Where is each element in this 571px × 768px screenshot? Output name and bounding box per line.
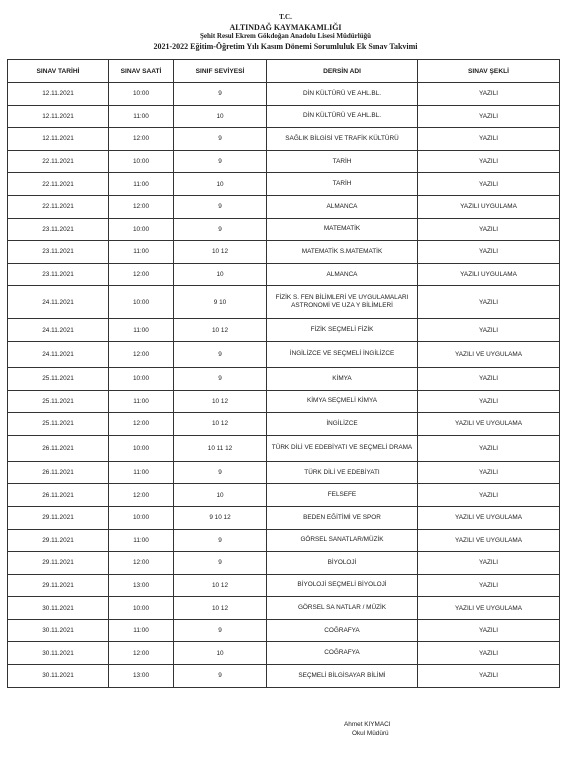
cell-date: 23.11.2021 [8, 218, 109, 241]
cell-course: KİMYA SEÇMELİ KİMYA [267, 390, 418, 413]
cell-type: YAZILI [418, 642, 560, 665]
cell-type: YAZILI [418, 367, 560, 390]
cell-time: 12:00 [109, 413, 174, 436]
table-row [8, 642, 560, 665]
cell-date: 12.11.2021 [8, 83, 109, 106]
table-row [8, 390, 560, 413]
table-row [8, 619, 560, 642]
cell-time: 12:00 [109, 484, 174, 507]
cell-date: 30.11.2021 [8, 642, 109, 665]
cell-time: 11:00 [109, 619, 174, 642]
cell-date: 26.11.2021 [8, 435, 109, 461]
cell-date: 24.11.2021 [8, 286, 109, 319]
cell-grade: 10 12 [174, 597, 267, 620]
cell-type: YAZILI UYGULAMA [418, 263, 560, 286]
table-row [8, 263, 560, 286]
cell-type: YAZILI UYGULAMA [418, 195, 560, 218]
column-header-date: SINAV TARİHİ [8, 60, 109, 83]
cell-course: İNGİLİZCE VE SEÇMELİ İNGİLİZCE [267, 341, 418, 367]
cell-grade: 9 [174, 341, 267, 367]
cell-course: TARİH [267, 150, 418, 173]
cell-time: 13:00 [109, 574, 174, 597]
cell-type: YAZILI [418, 218, 560, 241]
column-header-type: SINAV ŞEKLİ [418, 60, 560, 83]
cell-date: 22.11.2021 [8, 173, 109, 196]
cell-course: FİZİK SEÇMELİ FİZİK [267, 319, 418, 342]
cell-date: 25.11.2021 [8, 367, 109, 390]
cell-type: YAZILI [418, 390, 560, 413]
cell-grade: 10 12 [174, 413, 267, 436]
table-row [8, 506, 560, 529]
table-row [8, 574, 560, 597]
cell-course: COĞRAFYA [267, 642, 418, 665]
cell-time: 10:00 [109, 367, 174, 390]
cell-time: 11:00 [109, 529, 174, 552]
header-line-2: ALTINDAĞ KAYMAKAMLIĞI [229, 22, 342, 32]
cell-course: FELSEFE [267, 484, 418, 507]
cell-type: YAZILI [418, 435, 560, 461]
cell-date: 29.11.2021 [8, 552, 109, 575]
cell-course: GÖRSEL SA NATLAR / MÜZİK [267, 597, 418, 620]
cell-date: 30.11.2021 [8, 665, 109, 688]
table-row [8, 665, 560, 688]
cell-type: YAZILI VE UYGULAMA [418, 413, 560, 436]
cell-date: 29.11.2021 [8, 506, 109, 529]
cell-type: YAZILI [418, 665, 560, 688]
cell-type: YAZILI [418, 484, 560, 507]
cell-date: 23.11.2021 [8, 263, 109, 286]
table-row [8, 461, 560, 484]
cell-course: COĞRAFYA [267, 619, 418, 642]
signature-title: Okul Müdürü [352, 730, 389, 737]
table-row [8, 552, 560, 575]
table-row [8, 150, 560, 173]
cell-time: 10:00 [109, 286, 174, 319]
cell-course: İNGİLİZCE [267, 413, 418, 436]
cell-time: 10:00 [109, 435, 174, 461]
cell-course: FİZİK S. FEN BİLİMLERİ VE UYGULAMALARI ASTRONOMİ VE UZA Y BİLİMLERİ [267, 286, 418, 319]
table-row [8, 597, 560, 620]
table-row [8, 195, 560, 218]
table-row [8, 413, 560, 436]
cell-course: DİN KÜLTÜRÜ VE AHL.BL. [267, 83, 418, 106]
cell-time: 10:00 [109, 150, 174, 173]
cell-type: YAZILI [418, 619, 560, 642]
cell-date: 12.11.2021 [8, 105, 109, 128]
cell-type: YAZILI VE UYGULAMA [418, 597, 560, 620]
cell-date: 30.11.2021 [8, 597, 109, 620]
header-line-1: T.C. [279, 13, 292, 21]
table-row [8, 367, 560, 390]
cell-grade: 9 [174, 619, 267, 642]
cell-grade: 10 [174, 105, 267, 128]
table-row [8, 83, 560, 106]
cell-course: MATEMATİK [267, 218, 418, 241]
cell-grade: 9 [174, 367, 267, 390]
table-row [8, 173, 560, 196]
cell-type: YAZILI VE UYGULAMA [418, 341, 560, 367]
signature-block [344, 720, 391, 738]
cell-course: TARİH [267, 173, 418, 196]
cell-date: 26.11.2021 [8, 484, 109, 507]
column-header-time: SINAV SAATİ [109, 60, 174, 83]
cell-grade: 10 12 [174, 241, 267, 264]
cell-date: 26.11.2021 [8, 461, 109, 484]
cell-time: 12:00 [109, 195, 174, 218]
cell-grade: 9 [174, 461, 267, 484]
cell-grade: 9 [174, 665, 267, 688]
cell-grade: 10 [174, 173, 267, 196]
cell-time: 11:00 [109, 105, 174, 128]
cell-course: GÖRSEL SANATLAR/MÜZİK [267, 529, 418, 552]
cell-date: 24.11.2021 [8, 319, 109, 342]
table-row [8, 341, 560, 367]
table-row [8, 484, 560, 507]
table-row [8, 241, 560, 264]
cell-grade: 9 [174, 128, 267, 151]
cell-type: YAZILI [418, 83, 560, 106]
cell-type: YAZILI [418, 552, 560, 575]
cell-grade: 10 12 [174, 319, 267, 342]
cell-type: YAZILI [418, 150, 560, 173]
header-line-4: 2021-2022 Eğitim-Öğretim Yılı Kasım Dönemi Sorumluluk Ek Sınav Takvimi [153, 41, 418, 51]
cell-date: 29.11.2021 [8, 529, 109, 552]
cell-date: 25.11.2021 [8, 413, 109, 436]
table-row [8, 529, 560, 552]
cell-type: YAZILI [418, 461, 560, 484]
cell-time: 12:00 [109, 263, 174, 286]
cell-date: 24.11.2021 [8, 341, 109, 367]
cell-date: 25.11.2021 [8, 390, 109, 413]
cell-course: TÜRK DİLİ VE EDEBİYATI VE SEÇMELİ DRAMA [267, 435, 418, 461]
table-row [8, 435, 560, 461]
header-line-3: Şehit Resul Ekrem Gökdoğan Anadolu Lisesi Müdürlüğü [199, 32, 372, 41]
table-row [8, 105, 560, 128]
cell-date: 22.11.2021 [8, 150, 109, 173]
cell-grade: 10 12 [174, 390, 267, 413]
cell-grade: 10 12 [174, 574, 267, 597]
cell-time: 11:00 [109, 461, 174, 484]
cell-type: YAZILI [418, 105, 560, 128]
cell-time: 13:00 [109, 665, 174, 688]
cell-course: KİMYA [267, 367, 418, 390]
cell-date: 29.11.2021 [8, 574, 109, 597]
cell-time: 10:00 [109, 83, 174, 106]
cell-grade: 9 [174, 195, 267, 218]
cell-type: YAZILI [418, 128, 560, 151]
exam-schedule-table [7, 59, 560, 688]
cell-time: 10:00 [109, 218, 174, 241]
table-row [8, 128, 560, 151]
column-header-grade: SINIF SEVİYESİ [174, 60, 267, 83]
cell-type: YAZILI VE UYGULAMA [418, 529, 560, 552]
cell-type: YAZILI [418, 241, 560, 264]
cell-date: 12.11.2021 [8, 128, 109, 151]
table-row [8, 218, 560, 241]
cell-time: 11:00 [109, 241, 174, 264]
cell-course: DİN KÜLTÜRÜ VE AHL.BL. [267, 105, 418, 128]
cell-course: BİYOLOJİ SEÇMELİ BİYOLOJİ [267, 574, 418, 597]
cell-time: 11:00 [109, 390, 174, 413]
cell-type: YAZILI [418, 574, 560, 597]
cell-grade: 10 [174, 642, 267, 665]
document-header [0, 13, 571, 51]
cell-date: 23.11.2021 [8, 241, 109, 264]
cell-time: 10:00 [109, 506, 174, 529]
cell-grade: 10 [174, 484, 267, 507]
cell-grade: 9 [174, 150, 267, 173]
cell-time: 12:00 [109, 341, 174, 367]
cell-grade: 9 10 12 [174, 506, 267, 529]
cell-grade: 9 [174, 552, 267, 575]
cell-course: MATEMATİK S.MATEMATİK [267, 241, 418, 264]
cell-course: SAĞLIK BİLGİSİ VE TRAFİK KÜLTÜRÜ [267, 128, 418, 151]
cell-course: ALMANCA [267, 195, 418, 218]
cell-grade: 9 [174, 218, 267, 241]
cell-grade: 10 [174, 263, 267, 286]
cell-grade: 9 10 [174, 286, 267, 319]
cell-grade: 10 11 12 [174, 435, 267, 461]
cell-time: 12:00 [109, 552, 174, 575]
cell-date: 22.11.2021 [8, 195, 109, 218]
table-header-row [8, 60, 560, 83]
table-row [8, 319, 560, 342]
cell-course: BİYOLOJİ [267, 552, 418, 575]
cell-type: YAZILI [418, 319, 560, 342]
cell-course: ALMANCA [267, 263, 418, 286]
cell-type: YAZILI [418, 173, 560, 196]
cell-type: YAZILI VE UYGULAMA [418, 506, 560, 529]
cell-course: BEDEN EĞİTİMİ VE SPOR [267, 506, 418, 529]
cell-course: TÜRK DİLİ VE EDEBİYATI [267, 461, 418, 484]
cell-time: 12:00 [109, 128, 174, 151]
cell-date: 30.11.2021 [8, 619, 109, 642]
cell-grade: 9 [174, 83, 267, 106]
cell-time: 11:00 [109, 319, 174, 342]
cell-time: 11:00 [109, 173, 174, 196]
cell-time: 10:00 [109, 597, 174, 620]
cell-grade: 9 [174, 529, 267, 552]
column-header-course: DERSİN ADI [267, 60, 418, 83]
cell-course: SEÇMELİ BİLGİSAYAR BİLİMİ [267, 665, 418, 688]
cell-type: YAZILI [418, 286, 560, 319]
table-row [8, 286, 560, 319]
cell-time: 12:00 [109, 642, 174, 665]
signature-name: Ahmet KIYMACI [344, 721, 391, 728]
